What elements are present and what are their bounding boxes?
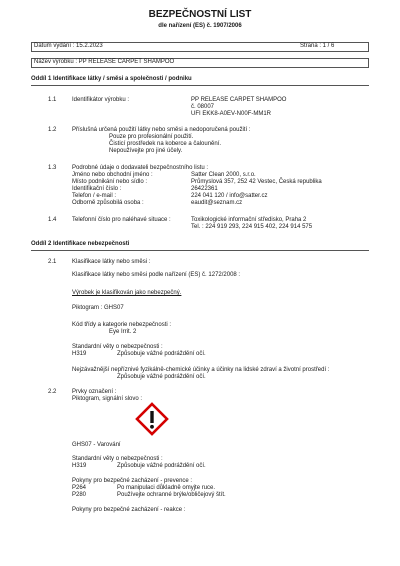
document-subtitle: dle nařízení (ES) č. 1907/2006 bbox=[158, 23, 242, 29]
s13-number: 1.3 bbox=[48, 165, 57, 171]
document-title: BEZPEČNOSTNÍ LIST bbox=[148, 9, 252, 20]
section1-title: Oddíl 1 Identifikace látky / směsi a společnosti / podniku bbox=[31, 76, 192, 82]
competent-person-label: Odborně způsobilá osoba : bbox=[72, 200, 144, 206]
s11-number: 1.1 bbox=[48, 97, 57, 103]
page-number: Strana : 1 / 6 bbox=[300, 43, 335, 49]
h-text: Způsobuje vážné podráždění očí. bbox=[117, 351, 206, 357]
response-heading: Pokyny pro bezpečné zacházení - reakce : bbox=[72, 507, 186, 513]
p280-code: P280 bbox=[72, 492, 87, 498]
classification-regulation: Klasifikace látky nebo směsi podle nařízení (ES) č. 1272/2008 : bbox=[72, 272, 241, 278]
ufi-code: UFI EKK8-A0EV-N00F-MM1R bbox=[191, 111, 272, 117]
s14-label: Telefonní číslo pro naléhavé situace : bbox=[72, 217, 171, 223]
hazard-class: Eye Irrit. 2 bbox=[109, 329, 137, 335]
h-code-2: H319 bbox=[72, 463, 87, 469]
s12-heading: Příslušná určená použití látky nebo směsi a nedoporučená použití : bbox=[72, 127, 251, 133]
s14-number: 1.4 bbox=[48, 217, 57, 223]
emergency-phones: Tel. : 224 919 293, 224 915 402, 224 914 575 bbox=[191, 224, 313, 230]
ghs07-exclamation-icon bbox=[135, 402, 169, 436]
p264-text: Po manipulaci důkladně omyjte ruce. bbox=[117, 485, 216, 491]
supplier-address: Průmyslová 357, 252 42 Vestec, Česká republika bbox=[191, 179, 322, 185]
supplier-contact-label: Telefon / e-mail : bbox=[72, 193, 117, 199]
section2-title: Oddíl 2 Identifikace nebezpečnosti bbox=[31, 241, 130, 247]
section2-rule bbox=[31, 250, 369, 251]
s12-number: 1.2 bbox=[48, 127, 57, 133]
signal-word: GHS07 - Varování bbox=[72, 442, 121, 448]
supplier-name: Satter Clean 2000, s.r.o. bbox=[191, 172, 256, 178]
section1-rule bbox=[31, 85, 369, 86]
h-code: H319 bbox=[72, 351, 87, 357]
prevention-heading: Pokyny pro bezpečné zacházení - prevence : bbox=[72, 478, 193, 484]
h-text-2: Způsobuje vážné podráždění očí. bbox=[117, 463, 206, 469]
issue-date: Datum vydání : 15.2.2023 bbox=[34, 43, 103, 49]
product-code: č. 08007 bbox=[191, 104, 215, 110]
supplier-address-label: Místo podnikání nebo sídlo : bbox=[72, 179, 148, 185]
s22-number: 2.2 bbox=[48, 389, 57, 395]
effects-text: Způsobuje vážné podráždění očí. bbox=[117, 374, 206, 380]
p264-code: P264 bbox=[72, 485, 87, 491]
label-elements-heading: Prvky označení : bbox=[72, 389, 117, 395]
h-statements-heading: Standardní věty o nebezpečnosti : bbox=[72, 344, 163, 350]
hazard-class-heading: Kód třídy a kategorie nebezpečnosti : bbox=[72, 322, 172, 328]
emergency-center: Toxikologické informační středisko, Praha 2 bbox=[191, 217, 307, 223]
pictogram-code: Piktogram : GHS07 bbox=[72, 305, 124, 311]
s12-use-2: Čisticí prostředek na koberce a čalounění. bbox=[109, 141, 222, 147]
s12-use-1: Pouze pro profesionální použití. bbox=[109, 134, 194, 140]
classification-heading: Klasifikace látky nebo směsi : bbox=[72, 259, 151, 265]
s13-heading: Podrobné údaje o dodavateli bezpečnostního listu : bbox=[72, 165, 209, 171]
product-identifier: PP RELEASE CARPET SHAMPOO bbox=[191, 97, 287, 103]
p280-text: Používejte ochranné brýle/obličejový štít. bbox=[117, 492, 226, 498]
h-statements-heading-2: Standardní věty o nebezpečnosti : bbox=[72, 456, 163, 462]
effects-heading: Nejzávažnější nepříznivé fyzikálně-chemické účinky a účinky na lidské zdraví a životní prostředí : bbox=[72, 367, 330, 373]
supplier-contact: 224 041 120 / info@satter.cz bbox=[191, 193, 268, 199]
s12-use-3: Nepoužívejte pro jiné účely. bbox=[109, 148, 183, 154]
product-name: Název výrobku : PP RELEASE CARPET SHAMPOO bbox=[34, 59, 175, 65]
s11-label: Identifikátor výrobku : bbox=[72, 97, 130, 103]
supplier-id: 26422361 bbox=[191, 186, 218, 192]
pictogram-signal-heading: Piktogram, signální slovo : bbox=[72, 396, 143, 402]
hazard-statement-classified: Výrobek je klasifikován jako nebezpečný. bbox=[72, 290, 182, 296]
s21-number: 2.1 bbox=[48, 259, 57, 265]
supplier-name-label: Jméno nebo obchodní jméno : bbox=[72, 172, 153, 178]
competent-person: eaudit@seznam.cz bbox=[191, 200, 243, 206]
supplier-id-label: Identifikační číslo : bbox=[72, 186, 122, 192]
